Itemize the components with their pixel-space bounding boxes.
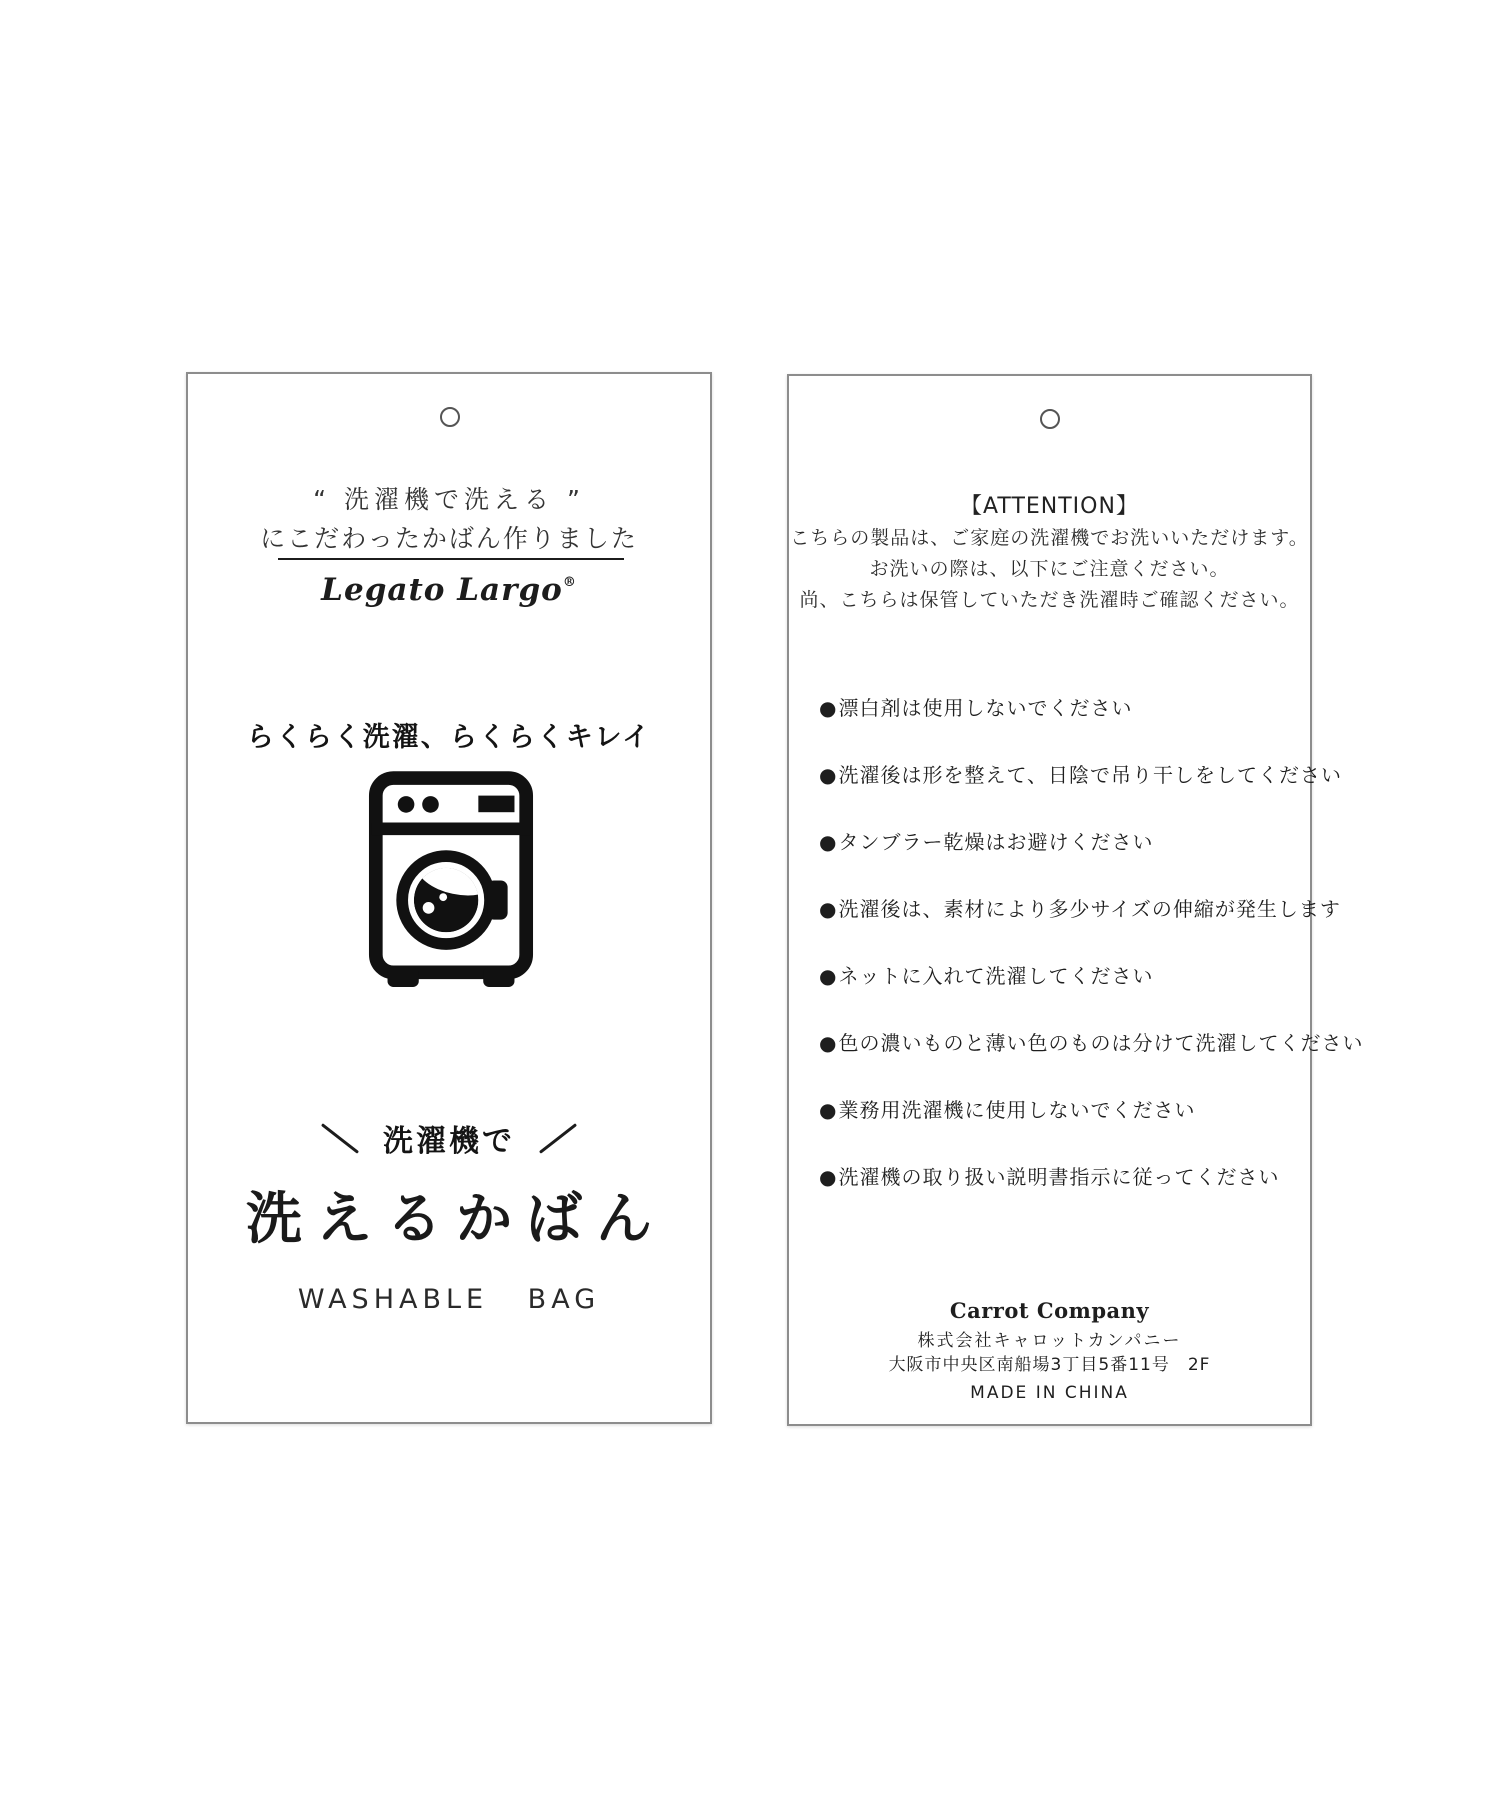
company-info — [789, 1298, 1310, 1404]
care-instruction-text: 業務用洗濯機に使用しないでください — [838, 1098, 1196, 1122]
care-instruction — [819, 1165, 1298, 1190]
care-instruction — [819, 897, 1341, 922]
front-subtitle: WASHABLE BAG — [297, 1284, 601, 1315]
company-address: 大阪市中央区南船場3丁目5番11号 2F — [888, 1355, 1211, 1375]
care-instruction-text: ネットに入れて洗濯してください — [838, 964, 1154, 988]
bullet-dot-icon: ● — [819, 1165, 838, 1189]
brand-logo-text: Legato Largo — [321, 572, 563, 608]
care-instruction — [819, 830, 1298, 855]
care-instruction-text: 洗濯機の取り扱い説明書指示に従ってください — [838, 1165, 1280, 1189]
attention-intro-line: こちらの製品は、ご家庭の洗濯機でお洗いいただけます。 — [790, 527, 1309, 549]
attention-title: 【ATTENTION】 — [960, 494, 1139, 519]
back-tag — [787, 374, 1364, 1426]
care-instruction — [819, 964, 1298, 989]
quote-block — [188, 480, 710, 558]
right-slash-decoration — [539, 1123, 577, 1154]
washing-machine-icon — [368, 770, 534, 996]
bullet-dot-icon: ● — [819, 830, 838, 854]
bullet-dot-icon: ● — [819, 1098, 838, 1122]
attention-intro-line: お洗いの際は、以下にご注意ください。 — [869, 558, 1230, 580]
care-instruction-text: 洗濯後は、素材により多少サイズの伸縮が発生します — [838, 897, 1341, 921]
tagline: らくらく洗濯、らくらくキレイ — [246, 722, 652, 753]
bullet-dot-icon: ● — [819, 763, 838, 787]
registered-mark: ® — [562, 575, 577, 590]
care-instruction — [819, 763, 1343, 788]
attention-intro-line: 尚、こちらは保管していただき洗濯時ご確認ください。 — [799, 589, 1300, 611]
care-instruction — [819, 696, 1298, 721]
divider-line — [278, 558, 624, 560]
slash-banner-label: 洗濯機で — [383, 1124, 515, 1159]
quote-line-1: “ 洗濯機で洗える ” — [313, 485, 585, 514]
brand-logo — [188, 572, 710, 608]
company-name-en: Carrot Company — [949, 1298, 1150, 1323]
front-title: 洗えるかばん — [246, 1187, 666, 1252]
care-instruction — [819, 1031, 1364, 1056]
care-instruction — [819, 1098, 1298, 1123]
left-slash-decoration — [321, 1123, 359, 1154]
punch-hole — [1040, 409, 1060, 429]
bullet-dot-icon: ● — [819, 696, 838, 720]
country-of-origin: MADE IN CHINA — [970, 1383, 1129, 1403]
slash-banner — [188, 1116, 710, 1160]
front-tag — [186, 372, 712, 1424]
bullet-dot-icon: ● — [819, 964, 838, 988]
company-name-jp: 株式会社キャロットカンパニー — [917, 1331, 1182, 1351]
bullet-dot-icon: ● — [819, 1031, 838, 1055]
quote-line-2: にこだわったかばん作りました — [260, 524, 638, 553]
care-instruction-list — [819, 696, 1364, 1232]
punch-hole — [440, 407, 460, 427]
care-instruction-text: 色の濃いものと薄い色のものは分けて洗濯してください — [838, 1031, 1364, 1055]
bullet-dot-icon: ● — [819, 897, 838, 921]
care-instruction-text: 洗濯後は形を整えて、日陰で吊り干しをしてください — [838, 763, 1343, 787]
attention-intro — [789, 523, 1310, 616]
care-instruction-text: タンブラー乾燥はお避けください — [838, 830, 1154, 854]
care-instruction-text: 漂白剤は使用しないでください — [838, 696, 1133, 720]
